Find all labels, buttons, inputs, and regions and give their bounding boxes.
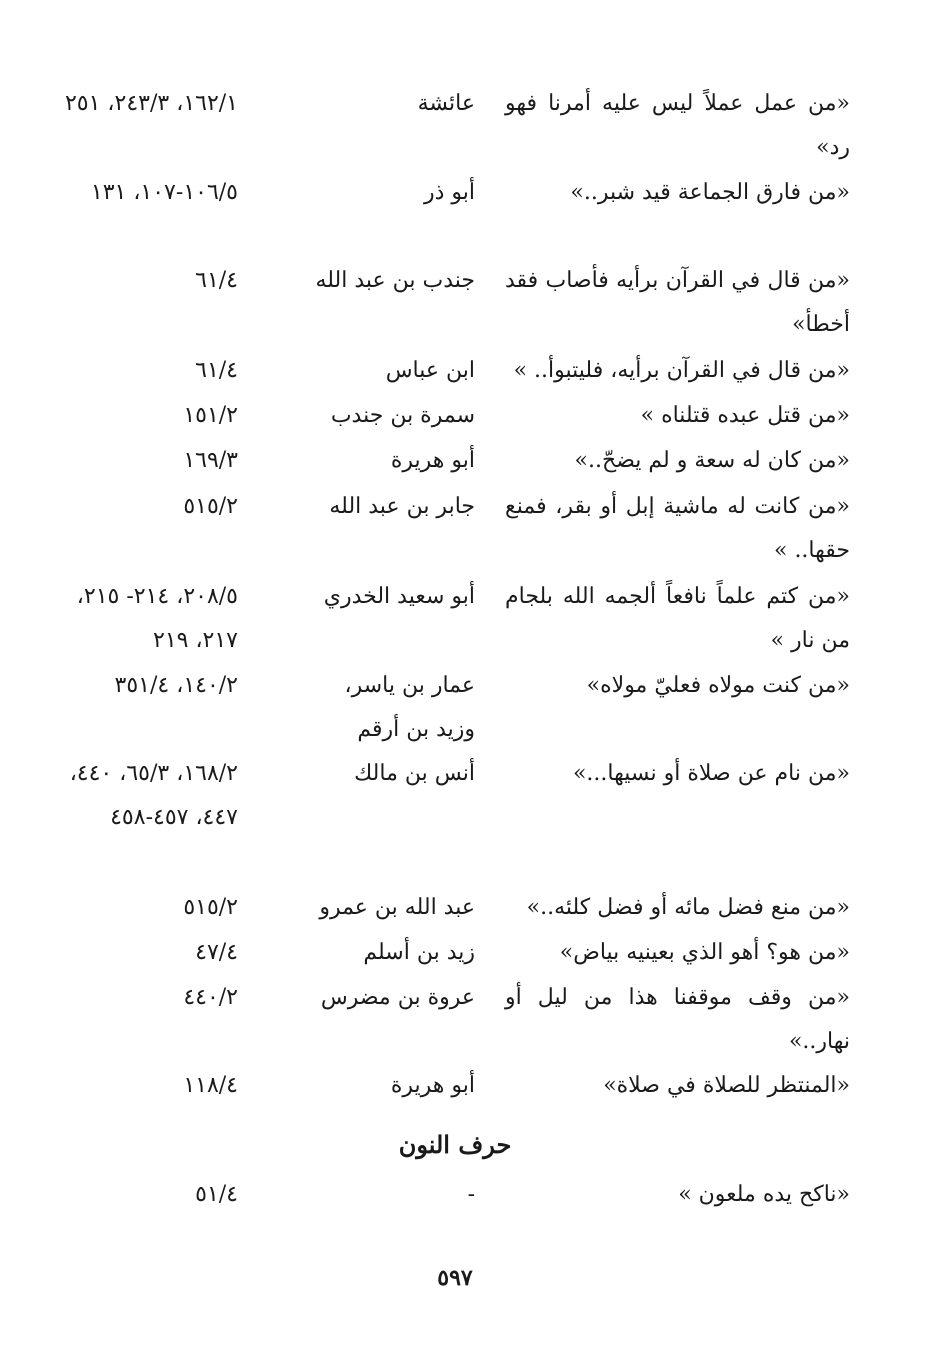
index-page: [60, 0, 850, 1363]
narrator: عائشة: [417, 91, 475, 116]
page-number: ٥٩٧: [437, 1265, 473, 1291]
hadith-text: «من كنت مولاه فعليّ مولاه»: [586, 673, 850, 698]
hadith-text: «من فارق الجماعة قيد شبر..»: [570, 180, 850, 205]
hadith-text: «من منع فضل مائه أو فضل كلئه..»: [526, 895, 850, 920]
reference: ١٦٨/٢، ٦٥/٣، ٤٤٠، ٤٤٧، ٤٥٧-٤٥٨: [69, 761, 238, 830]
reference: ٥١٥/٢: [183, 895, 238, 920]
reference: ٦١/٤: [195, 268, 238, 293]
hadith-text: «من قتل عبده قتلناه »: [640, 403, 850, 428]
hadith-text: «المنتظر للصلاة في صلاة»: [603, 1073, 850, 1098]
narrator: أبو هريرة: [390, 448, 475, 473]
reference: ٤٤٠/٢: [183, 985, 238, 1010]
reference: ٢٠٨/٥، ٢١٤- ٢١٥، ٢١٧، ٢١٩: [76, 584, 238, 653]
narrator: عروة بن مضرس: [320, 985, 475, 1010]
narrator: عبد الله بن عمرو: [319, 895, 475, 920]
reference: ٦١/٤: [195, 358, 238, 383]
narrator: أنس بن مالك: [354, 761, 475, 786]
narrator: جابر بن عبد الله: [329, 494, 475, 519]
reference: ١٠٦/٥-١٠٧، ١٣١: [90, 180, 238, 205]
reference: ٤٧/٤: [195, 940, 238, 965]
hadith-text: «من وقف موقفنا هذا من ليل أو نهار..»: [505, 985, 850, 1054]
reference: ١٤٠/٢، ٣٥١/٤: [114, 673, 238, 698]
hadith-text: «من قال في القرآن برأيه فأصاب فقد أخطأ»: [505, 268, 850, 337]
reference: ١٦٩/٣: [183, 448, 238, 473]
hadith-text: «ناكح يده ملعون »: [678, 1182, 850, 1207]
narrator: أبو سعيد الخدري: [323, 584, 475, 609]
narrator: أبو ذر: [423, 180, 475, 205]
hadith-text: «من كتم علماً نافعاً ألجمه الله بلجام من نار »: [505, 584, 850, 653]
narrator: -: [467, 1182, 475, 1207]
reference: ١٦٢/١، ٢٤٣/٣، ٢٥١: [64, 91, 238, 116]
reference: ٥١/٤: [195, 1182, 238, 1207]
reference: ١١٨/٤: [183, 1073, 238, 1098]
narrator: أبو هريرة: [390, 1073, 475, 1098]
narrator: سمرة بن جندب: [330, 403, 475, 428]
hadith-text: «من نام عن صلاة أو نسيها...»: [572, 761, 850, 786]
reference: ٥١٥/٢: [183, 494, 238, 519]
narrator: جندب بن عبد الله: [315, 268, 475, 293]
narrator: عمار بن ياسر، وزيد بن أرقم: [344, 673, 475, 742]
narrator: زيد بن أسلم: [363, 940, 475, 965]
hadith-text: «من قال في القرآن برأيه، فليتبوأ.. »: [513, 358, 850, 383]
section-heading: حرف النون: [398, 1130, 512, 1159]
reference: ١٥١/٢: [183, 403, 238, 428]
narrator: ابن عباس: [385, 358, 475, 383]
hadith-text: «من كان له سعة و لم يضحّ..»: [574, 448, 850, 473]
hadith-text: «من كانت له ماشية إبل أو بقر، فمنع حقها.. »: [505, 494, 850, 563]
hadith-text: «من هو؟ أهو الذي بعينيه بياض»: [559, 940, 850, 965]
hadith-text: «من عمل عملاً ليس عليه أمرنا فهو رد»: [505, 91, 850, 160]
